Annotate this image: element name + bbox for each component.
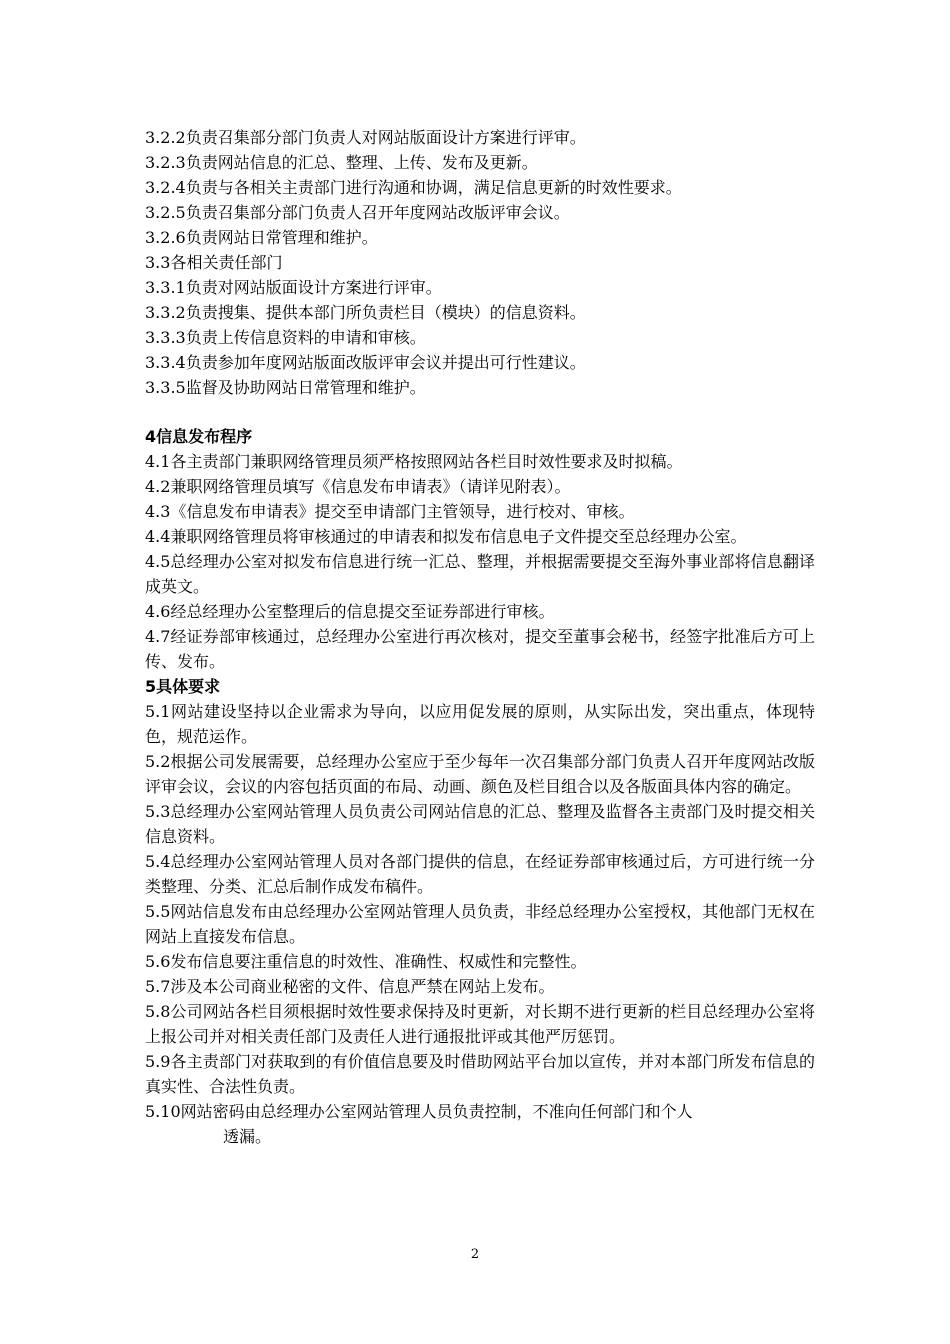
clause-3-3-2: 3.3.2负责搜集、提供本部门所负责栏目（模块）的信息资料。	[145, 303, 586, 322]
section-spacer	[145, 400, 815, 424]
clause-4-7: 4.7经证券部审核通过，总经理办公室进行再次核对，提交至董事会秘书，经签字批准后方可上传、发布。	[145, 627, 815, 671]
clause-3-3-5: 3.3.5监督及协助网站日常管理和维护。	[145, 378, 426, 397]
clause-3-3-3: 3.3.3负责上传信息资料的申请和审核。	[145, 328, 426, 347]
clause-4-6: 4.6经总经理办公室整理后的信息提交至证券部进行审核。	[145, 602, 555, 621]
clause-4-2: 4.2兼职网络管理员填写《信息发布申请表》（请详见附表）。	[145, 477, 571, 496]
clause-5-1: 5.1网站建设坚持以企业需求为导向，以应用促发展的原则，从实际出发，突出重点，体现特色，规范运作。	[145, 702, 815, 746]
clause-5-5: 5.5网站信息发布由总经理办公室网站管理人员负责，非经总经理办公室授权，其他部门无权在网站上直接发布信息。	[145, 902, 815, 946]
clause-3-3-4: 3.3.4负责参加年度网站版面改版评审会议并提出可行性建议。	[145, 353, 586, 372]
clause-4-4: 4.4兼职网络管理员将审核通过的申请表和拟发布信息电子文件提交至总经理办公室。	[145, 527, 747, 546]
clause-4-3: 4.3《信息发布申请表》提交至申请部门主管领导，进行校对、审核。	[145, 502, 635, 521]
clause-3-3-1: 3.3.1负责对网站版面设计方案进行评审。	[145, 278, 442, 297]
clause-3-2-5: 3.2.5负责召集部分部门负责人召开年度网站改版评审会议。	[145, 203, 570, 222]
clause-5-9: 5.9各主责部门对获取到的有价值信息要及时借助网站平台加以宣传，并对本部门所发布信息的真实性、合法性负责。	[145, 1052, 815, 1096]
clause-5-6: 5.6发布信息要注重信息的时效性、准确性、权威性和完整性。	[145, 952, 587, 971]
section-4-heading: 4信息发布程序	[145, 427, 253, 446]
page-number: 2	[470, 1247, 480, 1262]
section-5-heading: 5具体要求	[145, 677, 221, 696]
clause-3-2-2: 3.2.2负责召集部分部门负责人对网站版面设计方案进行评审。	[145, 128, 586, 147]
clause-5-8: 5.8公司网站各栏目须根据时效性要求保持及时更新，对长期不进行更新的栏目总经理办公室将上报公司并对相关责任部门及责任人进行通报批评或其他严厉惩罚。	[145, 1002, 815, 1046]
clause-3-2-3: 3.2.3负责网站信息的汇总、整理、上传、发布及更新。	[145, 153, 538, 172]
clause-3-3: 3.3各相关责任部门	[145, 253, 283, 272]
clause-3-2-6: 3.2.6负责网站日常管理和维护。	[145, 228, 378, 247]
clause-5-3: 5.3总经理办公室网站管理人员负责公司网站信息的汇总、整理及监督各主责部门及时提交相关信息资料。	[145, 802, 815, 846]
clause-5-4: 5.4总经理办公室网站管理人员对各部门提供的信息，在经证券部审核通过后，方可进行统一分类整理、分类、汇总后制作成发布稿件。	[145, 852, 815, 896]
clause-4-5: 4.5总经理办公室对拟发布信息进行统一汇总、整理，并根据需要提交至海外事业部将信息翻译成英文。	[145, 552, 815, 596]
document-body	[145, 125, 815, 1149]
clause-5-10-continuation: 透漏。	[223, 1127, 272, 1146]
clause-5-7: 5.7涉及本公司商业秘密的文件、信息严禁在网站上发布。	[145, 977, 555, 996]
clause-5-2: 5.2根据公司发展需要，总经理办公室应于至少每年一次召集部分部门负责人召开年度网站改版评审会议，会议的内容包括页面的布局、动画、颜色及栏目组合以及各版面具体内容的确定。	[145, 752, 815, 796]
clause-3-2-4: 3.2.4负责与各相关主责部门进行沟通和协调，满足信息更新的时效性要求。	[145, 178, 682, 197]
clause-4-1: 4.1各主责部门兼职网络管理员须严格按照网站各栏目时效性要求及时拟稿。	[145, 452, 683, 471]
clause-5-10: 5.10网站密码由总经理办公室网站管理人员负责控制，不准向任何部门和个人	[145, 1102, 693, 1121]
